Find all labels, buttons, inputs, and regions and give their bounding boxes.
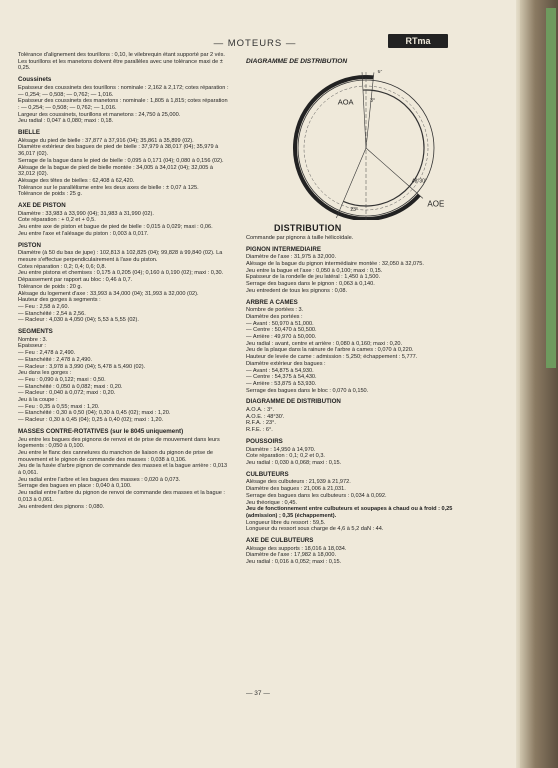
diagram-title: DIAGRAMME DE DISTRIBUTION [246,58,348,65]
rfe-angle-label: 6° [377,69,383,75]
section-heading: DIAGRAMME DE DISTRIBUTION [246,398,341,406]
timing-diagram [246,70,468,223]
section-heading: Coussinets [18,76,52,84]
spec-paragraph: Diamètre : 33,983 à 33,990 (04); 31,983 à 31,990 (02). Cote réparation : + 0,2 et + 0,5. Jeu entre axe de piston et bague de pied de bielle : 0,015 à 0,029; maxi : 0,06. Jeu entre l'axe et l'alésage du piston : 0,003 à 0,017. [18,210,213,237]
spec-paragraph: Nombre : 3. Epaisseur : — Feu : 2,478 à 2,490. — Etanchéité : 2,478 à 2,490. — Racleur : 3,978 à 3,990 (04); 5,478 à 5,490 (02). Jeu dans les gorges : — Feu : 0,090 à 0,122; maxi : 0,50. — Etanchéité : 0,050 à 0,082; maxi : 0,20. — Racleur : 0,040 à 0,072; maxi : 0,20. Jeu à la coupe : — Feu : 0,35 à 0,55; maxi : 1,20. — Etanchéité : 0,30 à 0,50 (04); 0,30 à 0,45 (02); maxi : 1,20. — Racleur : 0,30 à 0,45 (04); 0,25 à 0,40 (02); maxi : 1,20. [18,336,171,424]
rfe-line [366,72,374,148]
spec-paragraph: Alésage des culbuteurs : 21,939 à 21,972. Diamètre des bagues : 21,006 à 21,031. Serrage des bagues dans les culbuteurs : 0,034 à 0,092. Jeu théorique : 0,45. [246,479,387,506]
section-heading: ARBRE A CAMES [246,298,298,306]
section-heading: AXE DE PISTON [18,202,66,210]
page-number: — 37 — [246,690,270,697]
spec-paragraph: Longueur libre du ressort : 59,5. Longueur du ressort sous charge de 4,6 à 5,2 daN : 44. [246,519,384,533]
spec-paragraph: Diamètre de l'axe : 31,975 à 32,000. Alésage de la bague du pignon intermédiaire montée : 32,050 à 32,075. Jeu entre la bague et l'axe : 0,050 à 0,100; maxi : 0,15. Epaisseur de la rondelle de jeu latéral : 1,450 à 1,500. Serrage des bagues dans le pignon : 0,063 à 0,140. Jeu entredent de tous les pignons : 0,08. [246,254,424,294]
aoe-line [366,148,423,198]
section-heading: BIELLE [18,129,41,137]
section-heading: CULBUTEURS [246,470,289,478]
spec-paragraph: Jeu de fonctionnement entre culbuteurs et soupapes à chaud ou à froid : 0,25 (admission) ; 0,35 (échappement). [246,506,453,519]
timing-diagram-svg [246,70,446,220]
section-heading: POUSSOIRS [246,437,283,445]
rfa-angle-label: 23° [350,206,358,213]
spec-paragraph: Tolérance d'alignement des tourillons : 0,10, le vilebrequin étant supporté par 2 vés. Les tourillons et les manetons doivent être parallèles avec une tolérance maxi de ± 0,25. [18,52,225,72]
section-heading: PIGNON INTERMEDIAIRE [246,245,321,253]
spec-paragraph: Nombre de portées : 3. Diamètre des portées : — Avant : 50,970 à 51,000. — Centre : 50,470 à 50,500. — Arrière : 49,970 à 50,000. Jeu radial : avant, centre et arrière : 0,080 à 0,160; maxi : 0,20. Jeu de la plaque dans la rainure de l'arbre à cames : 0,070 à 0,220. Hauteur de levée de came : admission : 5,250; échappement : 5,777. Diamètre extérieur des bagues : — Avant : 54,875 à 54,930. — Centre : 54,375 à 54,430. — Arrière : 53,875 à 53,930. Serrage des bagues dans le bloc : 0,070 à 0,150. [246,307,418,394]
left-column [18,52,230,510]
section-title: DISTRIBUTION [274,223,342,234]
rtma-logo: RTma [388,34,448,48]
aoa-angle-label: 3° [370,97,375,104]
spec-paragraph: Epaisseur des coussinets des tourillons : nominale : 2,162 à 2,172; cotes réparation : — 0,254; — 0,508; — 0,762; — 1,016. Epaisseur des coussinets des manetons : nominale : 1,805 à 1,815; cotes réparation : — 0,254; — 0,508; — 0,762; — 1,016. Largeur des coussinets, tourillons et manetons : 24,750 à 25,000. Jeu radial : 0,047 à 0,080; maxi : 0,18. [18,84,229,125]
right-column [246,58,468,566]
section-heading: MASSES CONTRE-ROTATIVES (sur le 8045 uniquement) [18,427,184,435]
section-heading: PISTON [18,241,41,249]
rotation-arrow [350,77,353,80]
spec-paragraph: Diamètre : 14,950 à 14,970. Cote réparation : 0,1; 0,2 et 0,3. Jeu radial : 0,030 à 0,068; maxi : 0,15. [246,446,342,466]
spec-paragraph: Commande par pignons à taille hélicoïdale. [246,234,354,241]
page-tab-marker [546,8,556,368]
spec-paragraph: Jeu entre les bagues des pignons de renvoi et de prise de mouvement dans leurs logements : 0,050 à 0,100. Jeu entre le flanc des cannelures du manchon de liaison du pignon de prise de mouvement et le pignon de commande des masses : 0,038 à 0,106. Jeu de la fusée d'arbre pignon de commande des masses et la bague arrière : 0,013 à 0,061. Jeu radial entre l'arbre et les bagues des masses : 0,020 à 0,073. Serrage des bagues en place : 0,040 à 0,100. Jeu radial entre l'arbre du pignon de renvoi de commande des masses et la bague : 0,013 à 0,061. Jeu entredent des pignons : 0,080. [18,436,228,510]
spec-paragraph: A.O.A. : 3°. A.O.E. : 48°30'. R.F.A. : 23°. R.F.E. : 6°. [246,407,285,434]
section-heading: SEGMENTS [18,328,53,336]
spec-paragraph: Diamètre (à 50 du bas de jupe) : 102,813 à 102,825 (04); 99,828 à 99,840 (02). La mesure s'effectue perpendiculairement à l'axe du piston. Cotes réparation : 0,2; 0,4; 0,6; 0,8. Jeu entre pistons et chemises : 0,175 à 0,205 (04); 0,160 à 0,190 (02); maxi : 0,30. Dépassement par rapport au bloc : 0,46 à 0,7. Tolérance de poids : 20 g. Alésage du logement d'axe : 33,993 à 34,000 (04); 31,993 à 32,000 (02). Hauteur des gorges à segments : — Feu : 2,58 à 2,60. — Etanchéité : 2,54 à 2,56. — Racleur : 4,030 à 4,050 (04); 5,53 à 5,55 (02). [18,250,224,324]
spec-paragraph: Alésage des supports : 18,016 à 18,034. Diamètre de l'axe : 17,982 à 18,000. Jeu radial : 0,016 à 0,052; maxi : 0,15. [246,545,347,566]
aoe-label: AOE [427,198,445,208]
aoa-label: AOA [337,97,354,107]
spec-paragraph: Alésage du pied de bielle : 37,877 à 37,916 (04); 35,861 à 35,899 (02). Diamètre extérieur des bagues de pied de bielle : 37,979 à 38,017 (04); 35,979 à 36,017 (02). Serrage de la bague dans le pied de bielle : 0,095 à 0,171 (04); 0,080 à 0,156 (02). Alésage de la bague de pied de bielle montée : 34,005 à 34,012 (04); 32,005 à 32,012 (02). Alésage des têtes de bielles : 62,408 à 62,420. Tolérance sur le parallélisme entre les deux axes de bielle : ± 0,07 à 125. Tolérance de poids : 25 g. [18,137,224,198]
aoa-line [362,72,366,148]
page-header: — MOTEURS — [213,38,297,49]
section-heading: AXE DE CULBUTEURS [246,537,314,545]
aoe-angle-label: 48°30' [411,177,426,184]
exhaust-arc [295,77,419,219]
